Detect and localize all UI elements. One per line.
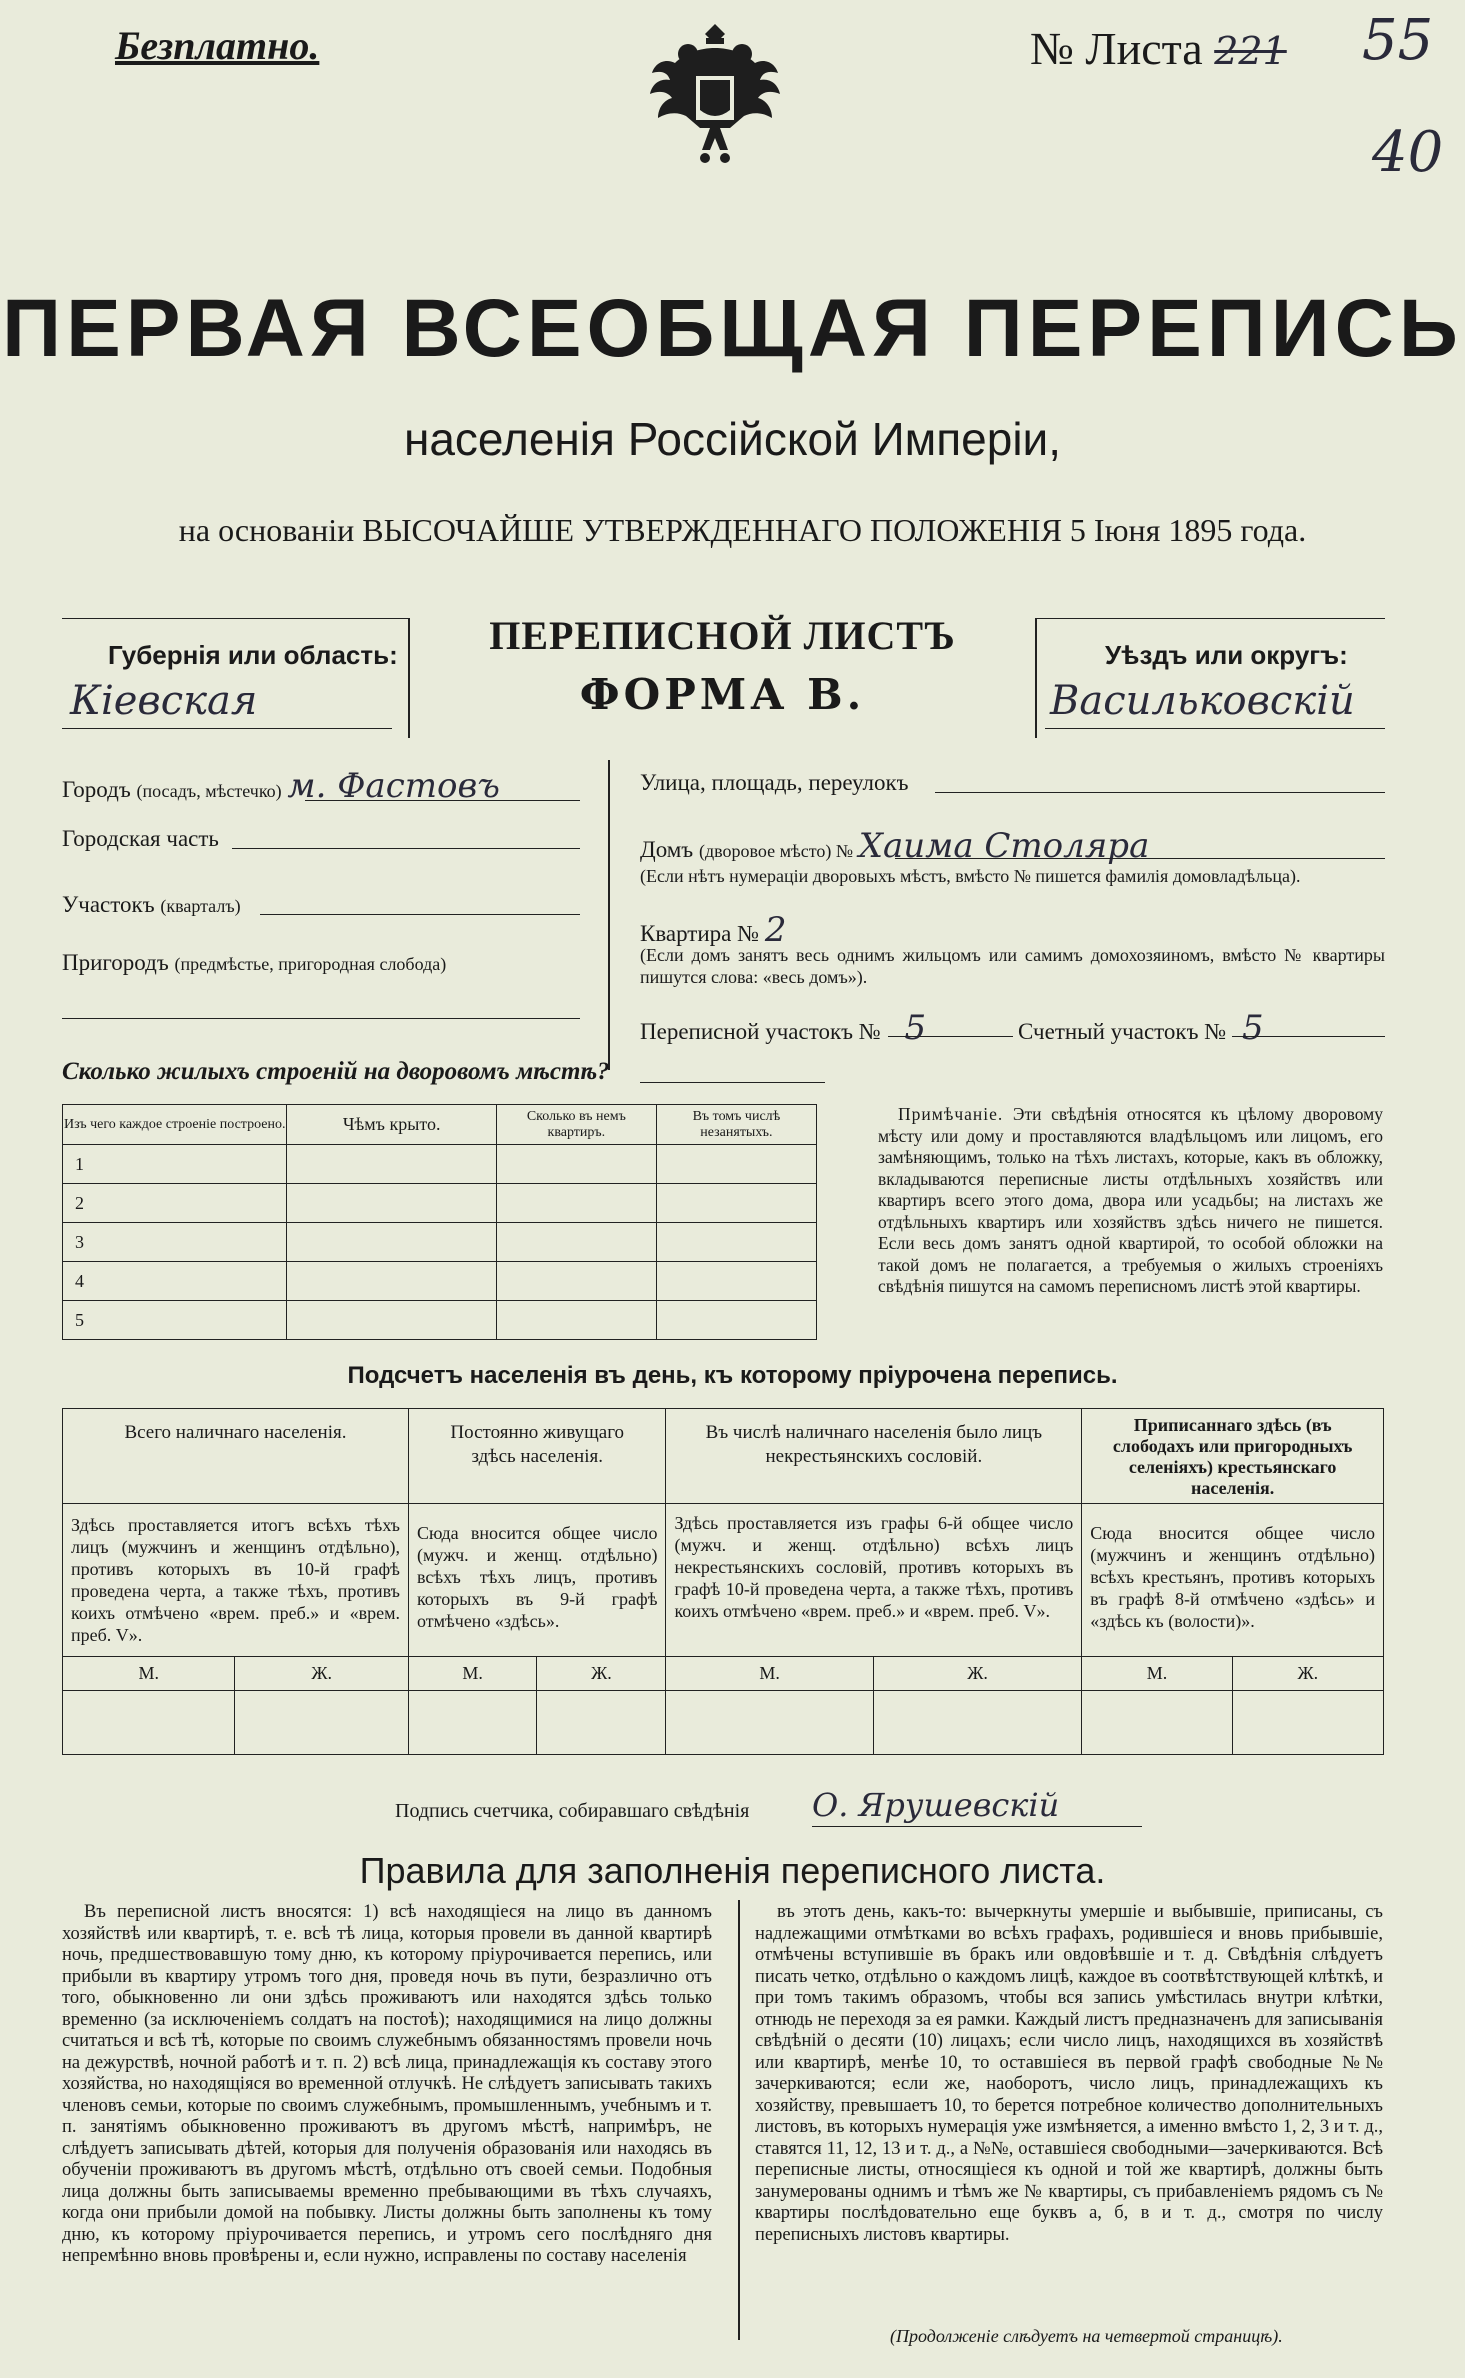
row-number: 2 (63, 1184, 287, 1223)
col-roof: Чѣмъ крыто. (287, 1105, 496, 1145)
count-zh: Ж. (537, 1657, 666, 1691)
gubernia-value: Кіевская (70, 678, 258, 724)
gorod-value: м. Фастовъ (287, 766, 500, 806)
sheet-title: ПЕРЕПИСНОЙ ЛИСТЪ (489, 613, 956, 658)
buildings-note: Примѣчаніе. Эти свѣдѣнія относятся къ цѣлому дворовому мѣсту или дому и проставляются владѣльцомъ или лицомъ, его замѣняющимъ, только на тѣхъ листахъ, которые, какъ въ обложку, вкладываются переписные листы отдѣльныхъ хозяйствъ или квартиръ всего этого дома, двора или усадьбы; на листахъ же отдѣльныхъ квартиръ или хозяйствъ здѣсь ничего не пишется. Если весь домъ занятъ одной квартирой, то особой обложки на такой домъ не полагается, а требуемыя о жилыхъ строеніяхъ свѣдѣнія пишутся на самомъ переписномъ листѣ этой квартиры. (878, 1104, 1383, 1296)
row-number: 4 (63, 1262, 287, 1301)
rules-continued: (Продолженіе слѣдуетъ на четвертой страницѣ). (890, 2326, 1283, 2346)
rules-title: Правила для заполненія переписного листа. (359, 1850, 1106, 1891)
free-label: Безплатно. (115, 23, 320, 68)
kvartira-field: Квартира № 2 (640, 910, 787, 950)
count-head-noncrest: Въ числѣ наличнаго населенія было лицъ некрестьянскихъ сословій. (666, 1409, 1082, 1504)
uezd-label: Уѣздъ или округъ: (1105, 640, 1348, 670)
uezd-value: Васильковскій (1050, 678, 1355, 724)
count-head-peasant: Приписаннаго здѣсь (въ слободахъ или пригородныхъ селеніяхъ) крестьянскаго населенія. (1082, 1409, 1384, 1504)
signature-value: О. Ярушевскій (812, 1786, 1060, 1824)
prigorod-field: Пригородъ (предмѣстье, пригородная слобода) (62, 950, 447, 975)
subtitle: населенія Россійской Имперіи, (403, 413, 1062, 465)
ulitsa-label: Улица, площадь, переулокъ (640, 770, 909, 795)
rules-left-column: Въ переписной листъ вносятся: 1) всѣ находящіеся на лицо въ данномъ хозяйствѣ или квартирѣ, т. е. всѣ тѣ лица, которыя провели въ данной квартирѣ ночь, предшествовавшую тому дню, къ которому пріурочивается перепись, или прибыли въ квартиру утромъ того дня, проведя ночь въ пути, безразлично отъ того, обыкновенно ли они здѣсь проживаютъ или находятся здѣсь только временно (за исключеніемъ солдатъ на постоѣ); находящимися на лицо должны считаться и всѣ тѣ, которые по своимъ служебнымъ обязанностямъ провели ночь на дежурствѣ, ночной работѣ и т. п. 2) всѣ лица, принадлежащія къ составу этого хозяйства, но находящіяся во временной отлучкѣ. Не слѣдуетъ записывать такихъ членовъ семьи, которые по своимъ служебнымъ, промышленнымъ, учебнымъ и т. п. занятіямъ обыкновенно проживаютъ въ другомъ мѣстѣ, напримѣръ, не слѣдуетъ записывать дѣтей, которыя для полученія образованія или находясь въ обученіи проживаютъ въ другомъ мѣстѣ, отдѣльно отъ своей семьи. Подобныя лица должны быть записываемы временно пребывающими въ тѣхъ случаяхъ, когда они прибыли домой на побывку. Листы должны быть заполнены къ тому дню, къ которому пріурочивается перепись, и утромъ сего послѣдняго дня непремѣнно вновь провѣрены и, если нужно, исправлены по составу населенія (62, 1902, 712, 2266)
double-headed-eagle-icon (640, 18, 790, 168)
schet-uchastok: Счетный участокъ № 5 (1018, 1008, 1264, 1048)
count-desc-resident: Сюда вносится общее число (мужч. и женщ. отдѣльно) всѣхъ тѣхъ лицъ, противъ которыхъ въ 9-й графѣ отмѣчено «здѣсь». (408, 1504, 666, 1657)
sheet-no-label: № Листа (1030, 23, 1203, 74)
count-desc-peasant: Сюда вносится общее число (мужчинъ и женщинъ отдѣльно) всѣхъ крестьянъ, противъ которыхъ въ графѣ 8-й отмѣчено «здѣсь» и «здѣсь къ (волости)». (1082, 1504, 1384, 1657)
count-zh: Ж. (873, 1657, 1082, 1691)
kvartira-value: 2 (764, 910, 787, 950)
count-head-total: Всего наличнаго населенія. (63, 1409, 409, 1504)
row-number: 5 (63, 1301, 287, 1340)
count-m: М. (1082, 1657, 1232, 1691)
main-title: ПЕРВАЯ ВСЕОБЩАЯ ПЕРЕПИСЬ (2, 283, 1463, 374)
margin-note-bottom: 40 (1372, 120, 1444, 185)
perepis-uchastok-value: 5 (904, 1008, 927, 1048)
sheet-no-value: 221 (1214, 29, 1287, 73)
row-number: 3 (63, 1223, 287, 1262)
count-m: М. (63, 1657, 235, 1691)
col-material: Изъ чего каждое строеніе построено. (63, 1105, 287, 1145)
perepis-uchastok: Переписной участокъ № 5 (640, 1008, 927, 1048)
kvartira-note: (Если домъ занятъ весь однимъ жильцомъ или самимъ домохозяиномъ, вмѣсто № квартиры пишутся слова: «весь домъ»). (640, 945, 1385, 987)
legal-basis: на основаніи ВЫСОЧАЙШЕ УТВЕРЖДЕННАГО ПОЛОЖЕНІЯ 5 Іюня 1895 года. (178, 512, 1307, 548)
chast-label: Городская часть (62, 826, 219, 851)
count-head-resident: Постоянно живущаго здѣсь населенія. (408, 1409, 666, 1504)
uchastok-field: Участокъ (кварталъ) (62, 892, 241, 917)
col-apartments: Сколько въ немъ квартиръ. (496, 1105, 656, 1145)
buildings-question: Сколько жилыхъ строеній на дворовомъ мѣстѣ? (62, 1058, 610, 1085)
dom-field: Домъ (дворовое мѣсто) № Хаима Столяра (640, 826, 1150, 866)
col-vacant: Въ томъ числѣ незанятыхъ. (656, 1105, 816, 1145)
count-zh: Ж. (1232, 1657, 1383, 1691)
count-m: М. (408, 1657, 536, 1691)
gorod-field: Городъ (посадъ, мѣстечко) м. Фастовъ (62, 766, 500, 806)
dom-value: Хаима Столяра (858, 826, 1150, 866)
count-title: Подсчетъ населенія въ день, къ которому пріурочена перепись. (347, 1362, 1118, 1389)
form-name: ФОРМА В. (579, 670, 866, 719)
count-desc-total: Здѣсь проставляется итогъ всѣхъ тѣхъ лицъ (мужчинъ и женщинъ отдѣльно), противъ которыхъ въ 10-й графѣ проведена черта, а также тѣхъ, противъ коихъ отмѣчено «врем. преб.» и «врем. преб. V». (63, 1504, 409, 1657)
signature-label: Подпись счетчика, собиравшаго свѣдѣнія (395, 1800, 750, 1822)
count-zh: Ж. (235, 1657, 409, 1691)
dom-note: (Если нѣтъ нумераціи дворовыхъ мѣстъ, вмѣсто № пишется фамилія домовладѣльца). (640, 866, 1301, 886)
schet-uchastok-value: 5 (1241, 1008, 1264, 1048)
gubernia-label: Губернія или область: (108, 640, 398, 670)
row-number: 1 (63, 1145, 287, 1184)
sheet-number (1030, 22, 1287, 75)
count-desc-noncrest: Здѣсь проставляется изъ графы 6-й общее число (мужч. и женщ. отдѣльно) всѣхъ лицъ некрестьянскихъ сословій, противъ которыхъ въ графѣ 10-й проведена черта, а также тѣхъ, противъ коихъ отмѣчено «врем. преб.» и «врем. преб. V». (666, 1504, 1082, 1657)
count-table (62, 1408, 1384, 1755)
buildings-table (62, 1104, 817, 1340)
rules-right-column: въ этотъ день, какъ-то: вычеркнуты умершіе и выбывшіе, приписаны, съ надлежащими отмѣтками во всѣхъ графахъ, родившіеся и вновь прибывшіе, отмѣчены вступившіе въ бракъ или овдовѣвшіе и т. д. Свѣдѣнія слѣдуетъ писать четко, отдѣльно о каждомъ лицѣ, каждое въ соотвѣтствующей клѣткѣ, и при томъ такимъ образомъ, чтобы вся запись умѣстилась внутри клѣтки, отнюдь не переходя за ея рамки. Каждый листъ предназначенъ для записыванія свѣдѣній о десяти (10) лицахъ; если число лицъ, находящихся въ хозяйствѣ или квартирѣ, менѣе 10, то оставшіеся въ первой графѣ свободные №№ зачеркиваются; если же, наоборотъ, число лицъ, принадлежащихъ къ хозяйству, превышаетъ 10, то берется потребное количество дополнительныхъ листовъ, въ которыхъ нумерація уже измѣняется, а именно вмѣсто 1, 2, 3 и т. д., ставятся 11, 12, 13 и т. д., а №№, оставшіеся свободными—зачеркиваются. Всѣ переписные листы, относящіеся къ одной и той же квартирѣ, должны быть занумерованы однимъ и тѣмъ же № квартиры, съ прибавленіемъ рядомъ съ № квартиры послѣдовательно еще буквъ а, б, в и т. д., смотря по числу переписныхъ листовъ квартиры. (755, 1902, 1383, 2245)
margin-note-top: 55 (1362, 8, 1434, 73)
count-m: М. (666, 1657, 873, 1691)
